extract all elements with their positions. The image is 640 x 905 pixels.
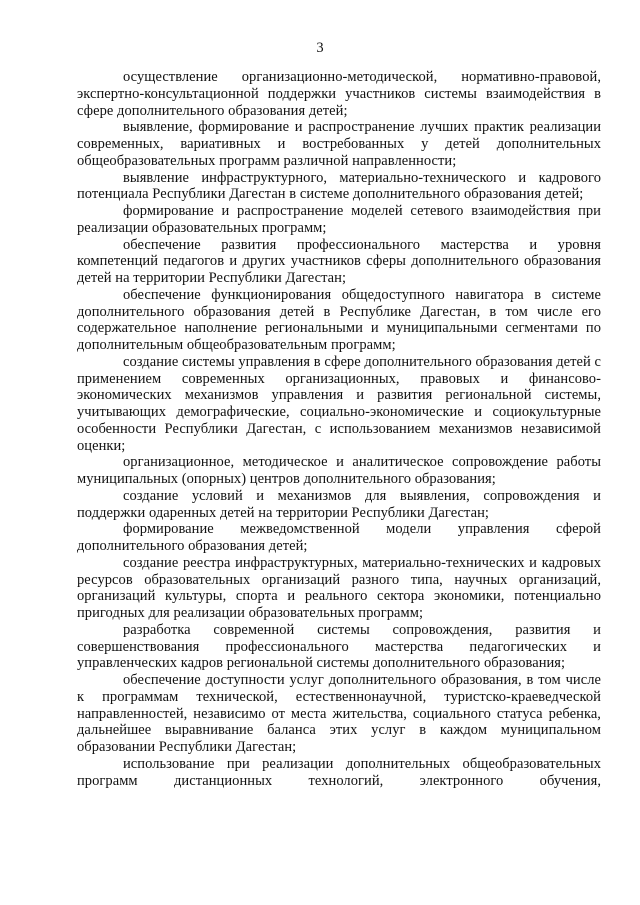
list-paragraph: осуществление организационно-методической, нормативно-правовой, экспертно-консультационной поддержки участников системы взаимодействия в сфере дополнительного образования детей;: [77, 69, 601, 119]
document-body: [77, 69, 601, 789]
list-paragraph: создание реестра инфраструктурных, материально-технических и кадровых ресурсов образовательных организаций разного типа, научных организаций, организаций культуры, спорта и реального сектора экономики, потенциально пригодных для реализации образовательных программ;: [77, 554, 601, 621]
list-paragraph: обеспечение функционирования общедоступного навигатора в системе дополнительного образования детей в Республике Дагестан, в том числе его содержательное наполнение региональными и муниципальными сегментами по дополнительным общеобразовательным программ;: [77, 286, 601, 353]
page-number: 3: [316, 40, 324, 56]
list-paragraph: обеспечение доступности услуг дополнительного образования, в том числе к программам технической, естественнонаучной, туристско-краеведческой направленностей, независимо от места жительства, социального статуса ребенка, дальнейшее выравнивание баланса этих услуг в каждом муниципальном образовании Республики Дагестан;: [77, 672, 601, 755]
list-paragraph: разработка современной системы сопровождения, развития и совершенствования профессионального мастерства педагогических и управленческих кадров региональной системы дополнительного образования;: [77, 621, 601, 672]
list-paragraph: формирование межведомственной модели управления сферой дополнительного образования детей;: [77, 521, 601, 554]
list-paragraph: выявление, формирование и распространение лучших практик реализации современных, вариативных и востребованных у детей дополнительных общеобразовательных программ различной направленности;: [77, 119, 601, 169]
list-paragraph: создание системы управления в сфере дополнительного образования детей с применением современных организационных, правовых и финансово-экономических механизмов управления и развития региональной системы, учитывающих демографические, социально-экономические и социокультурные особенности Республики Дагестан, с использованием механизмов независимой оценки;: [77, 353, 601, 454]
list-paragraph: обеспечение развития профессионального мастерства и уровня компетенций педагогов и других участников сферы дополнительного образования детей на территории Республики Дагестан;: [77, 236, 601, 286]
list-paragraph: организационное, методическое и аналитическое сопровождение работы муниципальных (опорных) центров дополнительного образования;: [77, 454, 601, 487]
list-paragraph: формирование и распространение моделей сетевого взаимодействия при реализации образовательных программ;: [77, 203, 601, 236]
list-paragraph: выявление инфраструктурного, материально-технического и кадрового потенциала Республики Дагестан в системе дополнительного образования детей;: [77, 169, 601, 203]
list-paragraph: использование при реализации дополнительных общеобразовательных программ дистанционных технологий, электронного обучения,: [77, 755, 601, 789]
list-paragraph: создание условий и механизмов для выявления, сопровождения и поддержки одаренных детей на территории Республики Дагестан;: [77, 487, 601, 521]
